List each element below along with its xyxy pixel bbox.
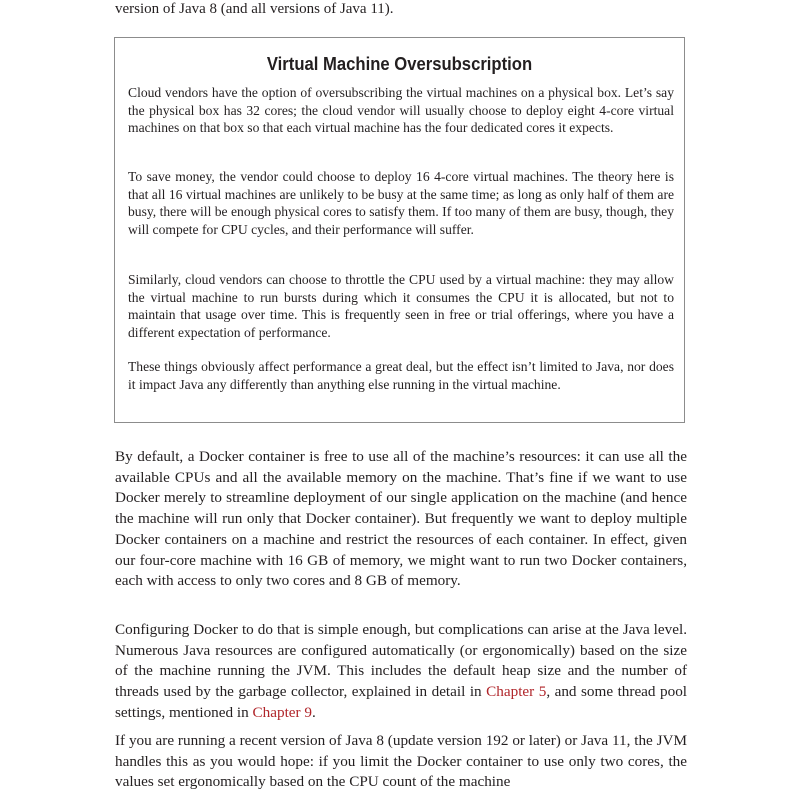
sidebar-paragraph-3: Similarly, cloud vendors can choose to throttle the CPU used by a virtual machine: they may allow the virtual machine to run bursts during which it consumes the CPU it is allocated, but not to maintain that usage over time. This is frequently seen in free or trial offerings, where you have a different expectation of performance.: [128, 272, 674, 340]
sidebar-box: [114, 37, 685, 423]
body-paragraph-3: If you are running a recent version of Java 8 (update version 192 or later) or Java 11, the JVM handles this as you would hope: if you limit the Docker container to use only two cores, the values set ergonomically based on the CPU count of the machine: [115, 732, 687, 791]
sidebar-paragraph-1: Cloud vendors have the option of oversubscribing the virtual machines on a physical box. Let’s say the physical box has 32 cores; the cloud vendor will usually choose to deploy eight 4-core virtual machines on that box so that each virtual machine has the four dedicated cores it expects.: [128, 85, 674, 136]
sidebar-paragraph-4: These things obviously affect performance a great deal, but the effect isn’t limited to Java, nor does it impact Java any differently than anything else running in the virtual machine.: [128, 359, 674, 392]
body-paragraph-2: [115, 620, 687, 724]
chapter-9-link[interactable]: Chapter 9: [252, 703, 312, 721]
body-paragraph-1: By default, a Docker container is free to use all of the machine’s resources: it can use all the available CPUs and all the available memory on the machine. That’s fine if we want to use Docker merely to streamline deployment of our single application on the machine (and hence the machine will run only that Docker container). But frequently we want to deploy multiple Docker containers on a machine and restrict the resources of each container. In effect, given our four-core machine with 16 GB of memory, we might want to run two Docker containers, each with access to only two cores and 8 GB of memory.: [115, 448, 687, 590]
body-paragraph-2-text-b: , and some thread pool settings, mentioned in: [115, 683, 688, 721]
body-paragraph-2-text-c: .: [312, 703, 316, 721]
body-paragraph-2-text-a: Configuring Docker to do that is simple enough, but complications can arise at the Java level. Numerous Java resources are configured automatically (or ergonomically) based on the size of the machine running the JVM. This includes the default heap size and the number of threads used by the garbage collector, explained in detail in: [115, 621, 687, 701]
top-text-line: version of Java 8 (and all versions of Java 11).: [115, 1, 394, 17]
sidebar-title: Virtual Machine Oversubscription: [266, 53, 533, 74]
sidebar-paragraph-2: To save money, the vendor could choose to deploy 16 4-core virtual machines. The theory here is that all 16 virtual machines are unlikely to be busy at the same time; as long as only half of them are busy, there will be enough physical cores to satisfy them. If too many of them are busy, though, they will compete for CPU cycles, and their performance will suffer.: [128, 169, 674, 237]
chapter-5-link[interactable]: Chapter 5: [486, 683, 547, 701]
